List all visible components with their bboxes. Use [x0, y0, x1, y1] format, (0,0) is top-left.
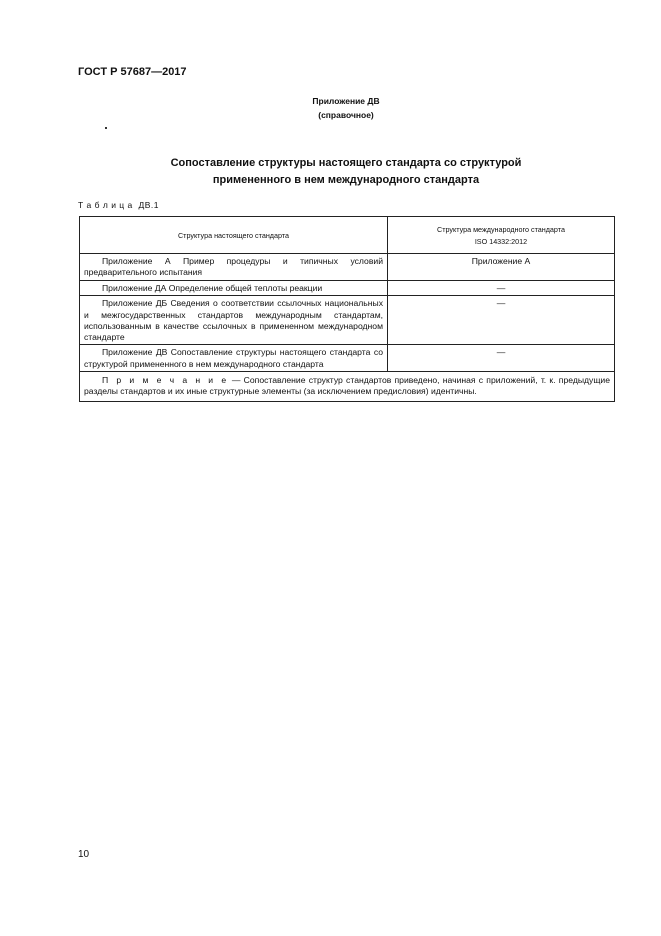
document-header: ГОСТ Р 57687—2017: [78, 66, 187, 78]
heading-line-2: примененного в нем международного стандарта: [212, 174, 480, 186]
table-label: Т а б л и ц а ДВ.1: [78, 200, 159, 210]
row-right: —: [388, 281, 615, 296]
section-heading: [0, 155, 661, 189]
header-cell-current: Структура настоящего стандарта: [80, 217, 388, 254]
table-header-row: [80, 217, 615, 254]
header-cell-international: [388, 217, 615, 254]
appendix-title: Приложение ДВ: [312, 96, 380, 106]
table-row: [80, 345, 615, 372]
row-left: Приложение А Пример процедуры и типичных условий предварительного испытания: [80, 254, 388, 281]
row-left: Приложение ДВ Сопоставление структуры настоящего стандарта со структурой примененного в нем международного стандарта: [80, 345, 388, 372]
comparison-table: [79, 216, 615, 402]
row-left: Приложение ДБ Сведения о соответствии ссылочных национальных и межгосударственных стандартов международным стандартам, использованным в качестве ссылочных в примененном международном стандарте: [80, 296, 388, 345]
row-right: —: [388, 345, 615, 372]
table-row: [80, 296, 615, 345]
table-note: [80, 372, 615, 402]
header-international-label: Структура международного стандарта: [437, 224, 565, 234]
appendix-subtitle: (справочное): [318, 110, 374, 120]
header-iso-number: ISO 14332:2012: [474, 236, 528, 246]
heading-line-1: Сопоставление структуры настоящего стандарта со структурой: [170, 157, 522, 169]
page-number: 10: [78, 849, 90, 860]
table-note-row: [80, 372, 615, 402]
table-row: [80, 254, 615, 281]
table-row: [80, 281, 615, 296]
note-label: П р и м е ч а н и е: [102, 375, 229, 386]
row-left: Приложение ДА Определение общей теплоты реакции: [80, 281, 388, 296]
stray-dot: [105, 127, 107, 129]
note-text: — Сопоставление структур стандартов приведено, начиная с приложений, т. к. предыдущие разделы стандартов и их иные структурные элементы (за исключением предисловия) идентичны.: [84, 375, 610, 397]
row-right: Приложение А: [388, 254, 615, 281]
row-right: —: [388, 296, 615, 345]
